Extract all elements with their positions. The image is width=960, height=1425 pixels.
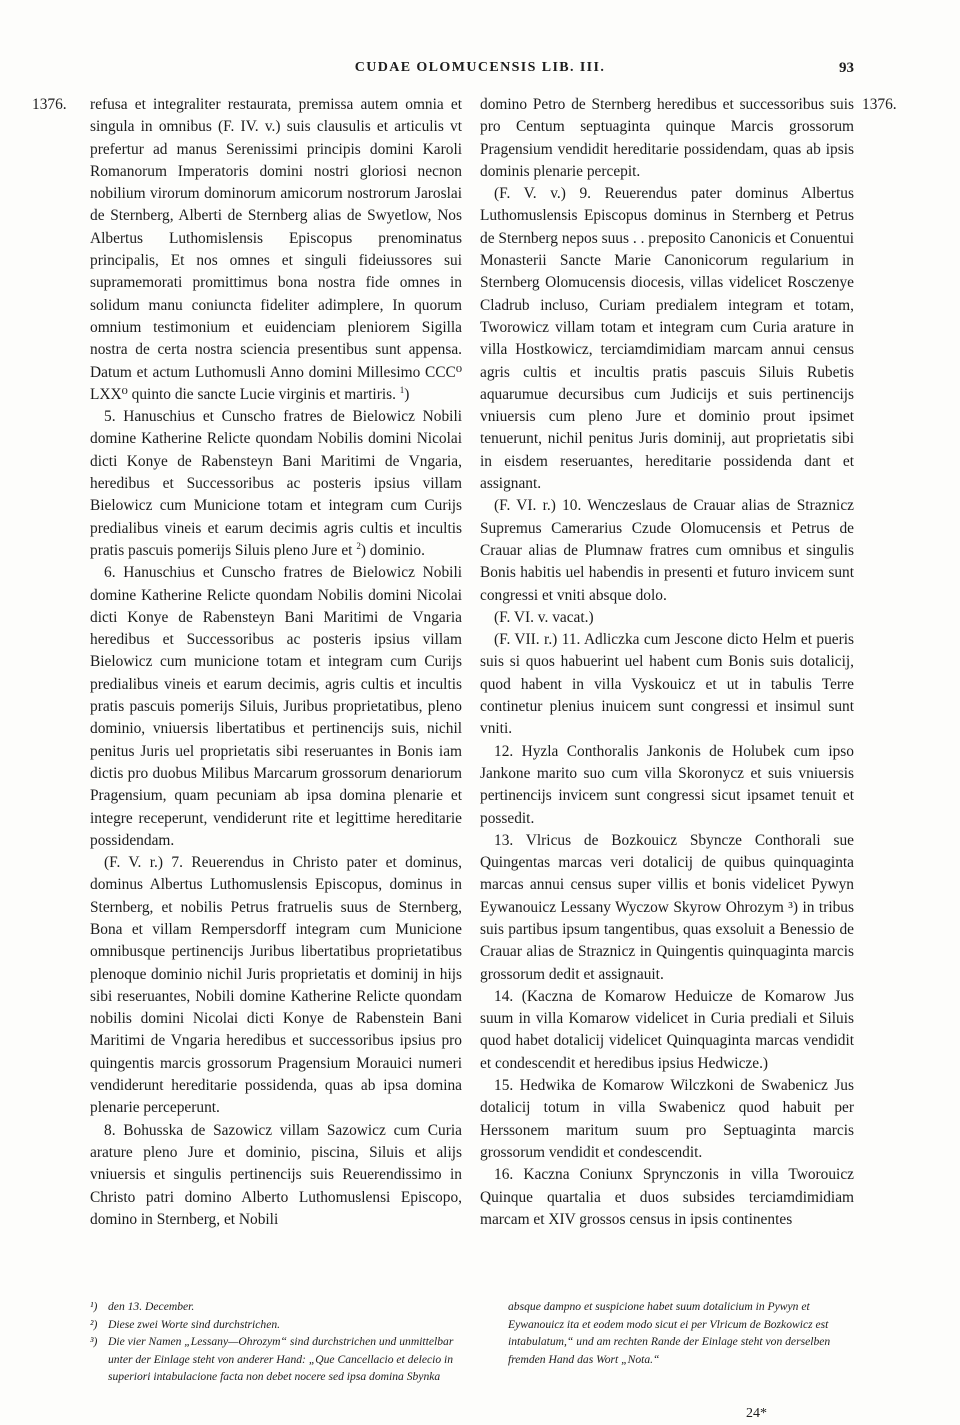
paragraph-text: ) [404,385,410,403]
folio-note: (F. VI. v. vacat.) [494,608,594,626]
paragraph-text: 6. Hanuschius et Cunscho fratres de Bielowicz Nobili domine Katherine Relicte quondam Nobilis domini Nicolai dicti Konye de Rabensteyn Bani Maritimi de Vngaria heredibus et Successoribus ac posteris ipsius villam Bielowicz cum municione totam et integram cum Curijs predialibus vineis et earum decimis, agris cultis et incultis pratis pascuis pomerijs Siluis, Juribus proprietatibus, pleno dominio, vniuersis libertatibus et pertinencijs suis, nichil penitus Juris uel proprietatis sibi reseruantes in Bonis iam dictis pro duobus Milibus Marcarum grossorum denariorum Pragensium, quam pecuniam ab ipsa domina plenarie et integre receperunt, vendiderunt rite et legittime hereditarie possidendam. [90,564,462,849]
running-title: CUDAE OLOMUCENSIS LIB. III. [354,60,606,75]
paragraph-16: 16. Kaczna Coniunx Sprynczonis in villa Tworouicz Quinque quartalia et duos subsides terciamdimidiam marcam et XIV grossos census in ipsis continentes [480,1166,854,1228]
paragraph-11: (F. VII. r.) 11. Adliczka cum Jescone dicto Helm et pueris suis si quos habuerint uel habent cum Bonis suis dotalicij, quod habent in villa Vyskouicz et ut in tabulis Terre continetur plenius inuicem sunt congressi et insimul sunt vniti. [480,631,854,738]
paragraph-text: refusa et integraliter restaurata, premissa autem omnia et singula in omnibus (F. IV. v.) suis clausulis et articulis vt prefertur ad manus Serenissimi principis domini Karoli Romanorum Imperatoris domini nostri gloriosi necnon nobilium virorum dominorum amicorum nostrorum Jaroslai de Sternberg, Alberti de Sternberg alias de Swyetlow, Nos Albertus Luthomislensis Episcopus prenominatus principalis, Et nos omnes et singuli fideiussores sui supramemorati promittimus bona nostra fide omnes in solidum manu coniuncta fideliter adimplere, In quorum omnium testimonium et euidenciam pleniorem Sigilla nostra de certa nostra sciencia presentibus sunt appensa. Datum et actum Luthomusli Anno domini Millesimo CCC⁰ LXX⁰ quinto die sancte Lucie virginis et martiris. [90,96,462,403]
paragraph-text: (F. V. r.) 7. Reuerendus in Christo pater et dominus, dominus Albertus Luthomuslensis Episcopus, dominus in Sternberg, et nobilis Petrus fratruelis suus de Sternberg, Bona et villam Rempersdorff integram cum Municione omnibusque pertinencijs Juribus libertatibus proprietatibus plenoque dominio nichil Juris proprietatis et dominij in hijs sibi reseruantes, Nobili domine Katherine Relicte quondam nobilis domini Nicolai dicti Konye de Rabenstein Bani Maritimi de Vngaria heredibus et successoribus ipsius pro quingentis marcis grossorum Pragensium Morauici numeri vendiderunt hereditarie possidenda, quas ab ipsa domina plenarie perceperunt. [90,854,462,1117]
paragraph-6 [90,562,462,852]
margin-year-right: 1376. [862,96,897,113]
footnote-mark: ¹) [90,1300,98,1313]
footnote-mark: ³) [90,1335,98,1349]
footnote-mark: ²) [90,1317,98,1331]
footnote-text: den 13. December. [108,1300,195,1313]
paragraph-15: 15. Hedwika de Komarow Wilczkoni de Swabenicz Jus dotalicij totum in villa Swabenicz quod habuit per Herssonem maritum suum pro Septuaginta marcis grossorum vendidit et condescendit. [480,1077,854,1161]
paragraph-7 [90,852,462,1120]
page-header [0,60,960,84]
paragraph-14: 14. (Kaczna de Komarow Heduicze de Komarow Jus suum in villa Komarow videlicet in Curia prediali et Siluis quod habet dotalicij videlicet Quinquaginta marcas vendidit et condescendit et heredibus ipsius Hedwicze.) [480,987,854,1072]
footnote-3 [90,1333,462,1386]
footnote-ref: 2 [356,540,361,551]
footnotes-right [508,1298,854,1368]
paragraph-12: 12. Hyzla Conthoralis Jankonis de Holubek cum ipso Jankone marito suo cum villa Skoronycz et suis vniuersis pertinencijs invicem sunt congressi sicut ipsamet tenuit et possedit. [480,742,854,827]
footnote-1 [90,1298,462,1316]
paragraph-13: 13. Vlricus de Bozkouicz Sbyncze Conthorali sue Quingentas marcas veri dotalicij de quibus quinquaginta marcas annui census super villis et bonis videlicet Pywyn Eywanouicz Lessany Wyczow Skyrow Ohrozym ³) in tribus suis partibus ipsum tangentibus, quas exsoluit a Benessio de Crauar alias de Straznicz in Quingentis quinquaginta marcis grossorum dedit et assignauit. [480,831,854,983]
paragraph-5 [90,406,462,562]
paragraph-text: ) dominio. [360,541,425,559]
footnote-2 [90,1316,462,1334]
page-number: 93 [839,60,854,76]
paragraph-4-conclusion [90,94,462,406]
margin-year-left: 1376. [32,96,67,113]
paragraph-text: 5. Hanuschius et Cunscho fratres de Bielowicz Nobili domine Katherine Relicte quondam Nobilis domini Nicolai dicti Konye de Rabensteyn Bani Maritimi de Vngaria, heredibus et Successoribus ac posteris ipsius villam Bielowicz cum Municione totam et integram cum Curijs predialibus vineis et earum decimis agris cultis et incultis pratis pascuis pomerijs Siluis pleno Jure et [90,408,462,559]
paragraph-8-continued: domino Petro de Sternberg heredibus et successoribus suis pro Centum septuaginta quinque Marcis grossorum Pragensium vendidit hereditarie possidendam, quas ab ipsis dominis plenarie percepit. [480,96,854,180]
footnotes-left [90,1298,462,1386]
right-column [480,94,854,1231]
footnote-3-continued: absque dampno et suspicione habet suum dotalicium in Pywyn et Eywanouicz ita et eodem modo sicut ei per Vlricum de Bozkowicz est intabulatum,“ und am rechten Rande der Einlage steht von derselben fremden Hand das Wort „Nota.“ [508,1300,831,1366]
paragraph-10: (F. VI. r.) 10. Wenczeslaus de Crauar alias de Straznicz Supremus Camerarius Czude Olomucensis et Petrus de Crauar alias de Plumnaw fratres cum omnibus et singulis Bonis habitis uel habendis in presenti et futuro invicem sunt congressi et vniti absque dolo. [480,497,854,604]
paragraph-text: 8. Bohusska de Sazowicz villam Sazowicz cum Curia arature pleno Jure et dominio, piscina, Siluis et alijs vniuersis et singulis pertinencijs suis Reuerendissimo in Christo patri domino Alberto Luthomuslensi Episcopo, domino in Sternberg, et Nobili [90,1121,462,1228]
footnote-text: Diese zwei Worte sind durchstrichen. [108,1317,281,1331]
paragraph-9: (F. V. v.) 9. Reuerendus pater dominus Albertus Luthomuslensis Episcopus dominus in Sternberg et Petrus de Sternberg nepos suus . . preposito Canonicis et Conuentui Monasterii Sancte Marie Canonicorum regularium in Sternberg Olomucensis diocesis, villas videlicet Rosczenye Cladrub incluso, Curiam predialem integram et totam, Tworowicz villam totam et integram cum Curia arature in villa Hostkowicz, terciamdimidiam marcam annui census agris cultis et incultis pratis pascuis Siluis Rubetis aquarumue decursibus cum Judicijs et suis pertinencijs vniuersis cum pleno Jure et dominio prout ipsimet tenuerunt, nichil penitus Juris dominij, aut proprietatis sibi in eisdem reseruantes, hereditarie possidenda dant et assignant. [480,185,854,493]
signature-mark: 24* [746,1406,767,1421]
left-column [90,94,462,1231]
footnote-text: Die vier Namen „Lessany—Ohrozym“ sind durchstrichen und unmittelbar unter der Einlage steht von anderer Hand: „Que Cancellacio et delecio in superiori intabulacione facta non debet nocere sed ipsa domina Sbynka [108,1335,454,1384]
footnote-ref: 1 [399,384,405,395]
paragraph-8 [90,1120,462,1231]
